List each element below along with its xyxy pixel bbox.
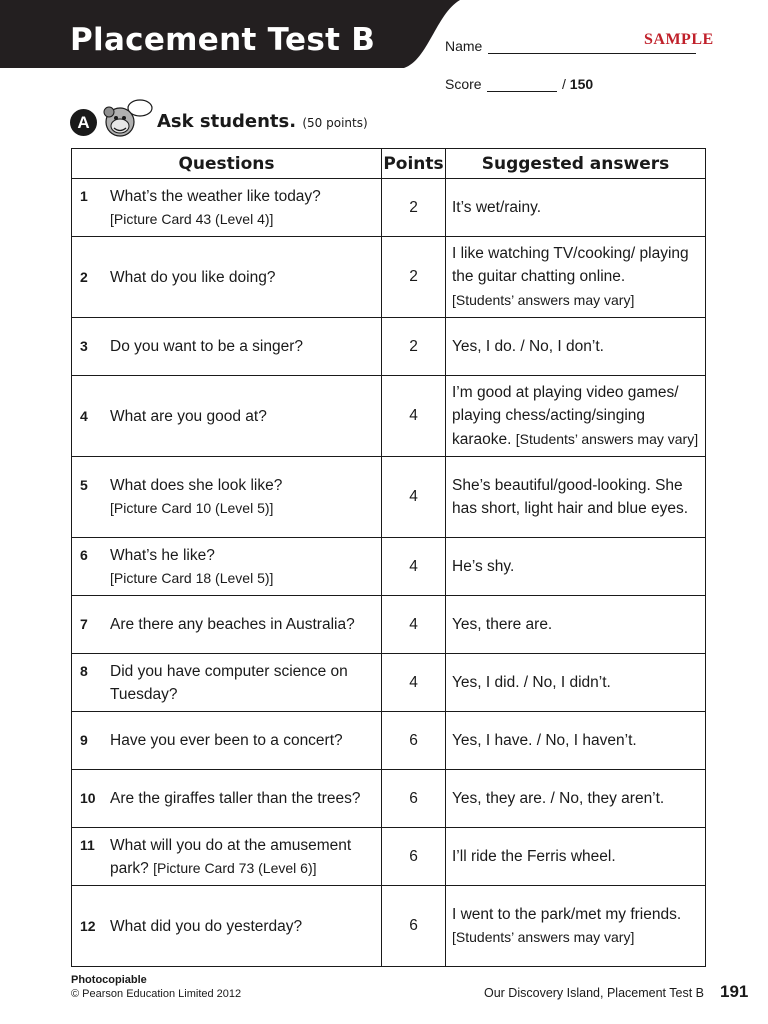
name-field[interactable] [488, 53, 696, 54]
points-cell: 2 [382, 179, 446, 237]
score-label: Score [445, 76, 482, 92]
table-row [72, 770, 706, 828]
question-number: 4 [80, 407, 88, 424]
question-text: What did you do yesterday? [110, 917, 303, 935]
points-cell: 6 [382, 712, 446, 770]
question-cell [72, 179, 382, 237]
header-band [0, 0, 460, 68]
answer-cell [446, 886, 706, 967]
question-text-block [110, 474, 377, 520]
score-max [562, 76, 593, 92]
question-cell [72, 712, 382, 770]
header-suggested-answers: Suggested answers [446, 149, 706, 179]
question-number: 8 [80, 662, 88, 679]
points-cell: 6 [382, 886, 446, 967]
answer-note: [Students’ answers may vary] [452, 929, 635, 945]
answer-text: I’ll ride the Ferris wheel. [452, 847, 616, 865]
section-title-text: Ask students. [157, 111, 297, 132]
photocopiable-label: Photocopiable [71, 974, 147, 986]
book-title: Our Discovery Island, Placement Test B [484, 986, 704, 1000]
answer-cell [446, 318, 706, 376]
picture-card-note: [Picture Card 18 (Level 5)] [110, 569, 274, 586]
points-cell: 6 [382, 770, 446, 828]
page-title: Placement Test B [70, 22, 376, 58]
answer-note: [Students’ answers may vary] [452, 291, 635, 308]
points-cell: 4 [382, 596, 446, 654]
answer-note: [Students’ answers may vary] [515, 430, 699, 447]
question-text: What are you good at? [110, 407, 267, 425]
answer-text: Yes, they are. / No, they aren’t. [452, 789, 665, 807]
question-number: 10 [80, 790, 96, 806]
question-cell [72, 318, 382, 376]
answer-cell [446, 376, 706, 457]
table-row [72, 457, 706, 538]
picture-card-note: [Picture Card 10 (Level 5)] [110, 500, 274, 516]
points-cell: 4 [382, 457, 446, 538]
answer-cell [446, 596, 706, 654]
answer-text: It’s wet/rainy. [452, 198, 542, 216]
picture-card-note: [Picture Card 73 (Level 6)] [153, 859, 317, 876]
question-text: Do you want to be a singer? [110, 338, 304, 355]
page-number: 191 [720, 982, 749, 1001]
answer-text: I went to the park/met my friends. [452, 905, 682, 923]
answer-text: Yes, I do. / No, I don’t. [452, 337, 604, 355]
question-cell [72, 237, 382, 318]
answer-text: He’s shy. [452, 557, 515, 575]
question-number: 6 [80, 546, 88, 563]
table-row [72, 712, 706, 770]
header-points: Points [382, 149, 446, 179]
points-cell: 4 [382, 376, 446, 457]
picture-card-note: [Picture Card 43 (Level 4)] [110, 210, 274, 227]
table-row [72, 596, 706, 654]
answer-text: I like watching TV/cooking/ playing the guitar chatting online. [452, 244, 689, 286]
question-text: What will you do at the amusement park? [110, 836, 352, 877]
points-cell: 4 [382, 538, 446, 596]
question-number: 2 [80, 268, 88, 285]
question-text-block [110, 185, 377, 231]
table-row [72, 376, 706, 457]
points-cell: 2 [382, 237, 446, 318]
table-row [72, 886, 706, 967]
question-text: Are there any beaches in Australia? [110, 616, 355, 633]
header-questions: Questions [72, 149, 382, 179]
question-number: 12 [80, 917, 96, 934]
table-row [72, 318, 706, 376]
answer-cell [446, 457, 706, 538]
question-cell [72, 828, 382, 886]
question-cell [72, 538, 382, 596]
question-cell [72, 770, 382, 828]
table-row [72, 237, 706, 318]
questions-table [71, 148, 706, 967]
table-row [72, 179, 706, 237]
answer-text: Yes, there are. [452, 615, 553, 633]
answer-cell [446, 712, 706, 770]
question-text-block [110, 613, 377, 636]
question-cell [72, 376, 382, 457]
table-row [72, 654, 706, 712]
question-text-block [110, 729, 377, 752]
question-cell [72, 886, 382, 967]
question-text: Did you have computer science on Tuesday? [110, 662, 348, 703]
question-text: Have you ever been to a concert? [110, 732, 343, 749]
monkey-mascot-icon [100, 98, 154, 140]
section-letter-badge: A [70, 109, 97, 136]
question-text: What does she look like? [110, 477, 283, 494]
question-text-block [110, 405, 377, 428]
question-number: 3 [80, 338, 88, 354]
table-header-row [72, 149, 706, 179]
answer-cell [446, 828, 706, 886]
answer-cell [446, 179, 706, 237]
question-number: 1 [80, 187, 88, 204]
answer-text: I’m good at playing video games/ playing chess/acting/singing karaoke. [452, 383, 679, 448]
section-points: (50 points) [302, 116, 368, 130]
question-number: 5 [80, 477, 88, 493]
points-cell: 2 [382, 318, 446, 376]
answer-text: Yes, I have. / No, I haven’t. [452, 731, 637, 749]
copyright-text: © Pearson Education Limited 2012 [71, 988, 242, 1000]
name-label: Name [445, 38, 483, 54]
answer-text: She’s beautiful/good-looking. She has short, light hair and blue eyes. [452, 476, 689, 517]
question-text-block [110, 834, 377, 880]
score-max-value: 150 [569, 76, 594, 92]
question-cell [72, 654, 382, 712]
question-text: Are the giraffes taller than the trees? [110, 790, 361, 807]
question-text: What’s the weather like today? [110, 187, 321, 205]
table-body [72, 179, 706, 967]
answer-cell [446, 237, 706, 318]
question-text-block [110, 660, 377, 706]
question-text-block [110, 787, 377, 810]
sample-stamp: SAMPLE [644, 31, 714, 48]
question-text-block [110, 544, 377, 590]
question-cell [72, 457, 382, 538]
score-field[interactable] [487, 91, 557, 92]
question-text: What do you like doing? [110, 268, 276, 286]
question-text-block [110, 266, 377, 289]
question-cell [72, 596, 382, 654]
answer-text: Yes, I did. / No, I didn’t. [452, 673, 611, 691]
answer-cell [446, 654, 706, 712]
question-number: 9 [80, 732, 88, 748]
question-number: 7 [80, 616, 88, 632]
points-cell: 6 [382, 828, 446, 886]
question-number: 11 [80, 836, 95, 853]
question-text-block [110, 335, 377, 358]
score-separator: / [562, 76, 566, 92]
answer-cell [446, 770, 706, 828]
table-row [72, 828, 706, 886]
points-cell: 4 [382, 654, 446, 712]
footer-left [71, 973, 241, 1001]
answer-cell [446, 538, 706, 596]
section-title [157, 111, 368, 132]
question-text-block [110, 915, 377, 938]
table-row [72, 538, 706, 596]
question-text: What’s he like? [110, 546, 215, 564]
